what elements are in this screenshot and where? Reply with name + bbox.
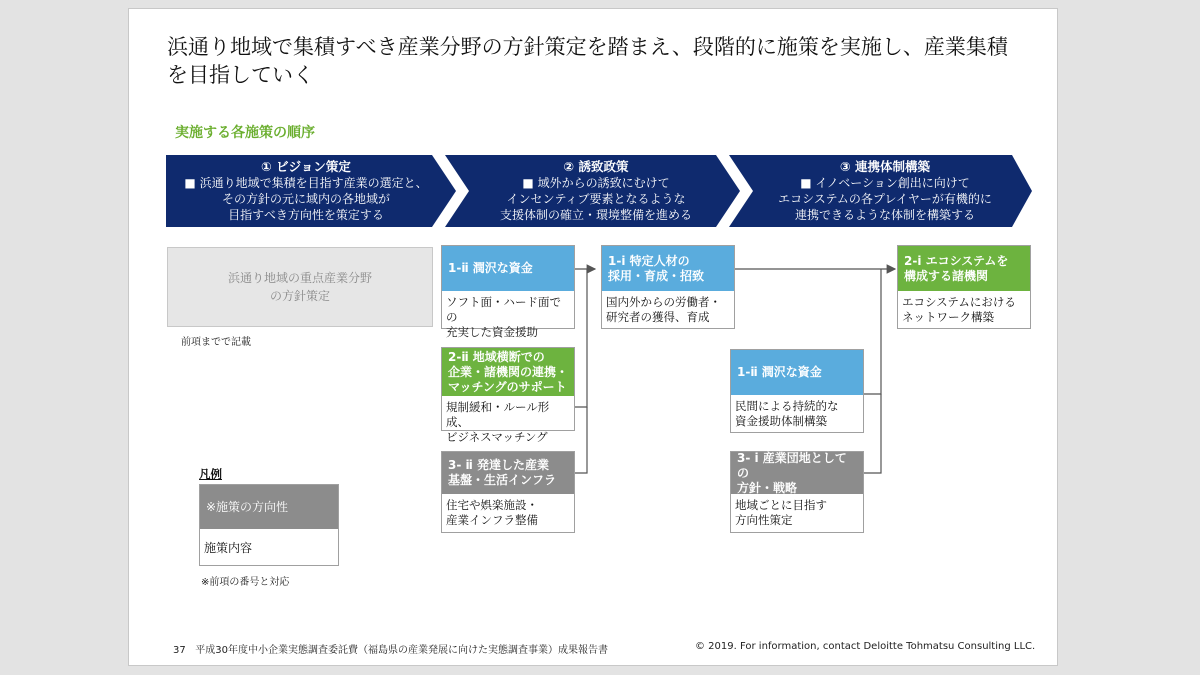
- phase-3-line-2: エコシステムの各プレイヤーが有機的に: [778, 192, 992, 206]
- slide: [128, 8, 1058, 666]
- section-heading: 実施する各施策の順序: [175, 125, 315, 141]
- measure-box-infrastructure: [441, 451, 575, 533]
- previous-item-line-2: の方針策定: [269, 289, 330, 303]
- measure-box-lavish-funding: [441, 245, 575, 339]
- phase-2-line-2: インセンティブ要素となるような: [506, 192, 686, 206]
- measure-body: [442, 291, 574, 344]
- copyright: © 2019. For information, contact Deloitte Tohmatsu Consulting LLC.: [695, 641, 1036, 652]
- report-name: 平成30年度中小企業実態調査委託費（福島県の産業発展に向けた実態調査事業）成果報告書: [195, 645, 609, 656]
- measure-header: 1-ⅱ 潤沢な資金: [731, 350, 863, 395]
- legend-body: 施策内容: [204, 541, 253, 555]
- measure-header-line: 2-ⅱ 地域横断での: [448, 349, 545, 364]
- legend-note: ※前項の番号と対応: [201, 577, 290, 588]
- measure-header-line: 企業・諸機関の連携・: [448, 364, 569, 379]
- phase-1-line-3: 目指すべき方向性を策定する: [228, 208, 384, 222]
- legend-header: ※施策の方向性: [200, 485, 338, 529]
- measure-body: [898, 291, 1030, 329]
- measure-header-line: 採用・育成・招致: [608, 268, 705, 283]
- measure-header: 1-ⅱ 潤沢な資金: [442, 246, 574, 291]
- connector-industrial-area: [864, 394, 881, 473]
- measure-header-line: マッチングのサポート: [448, 379, 567, 394]
- measure-box-collaboration: [441, 347, 575, 444]
- measure-header-line: 構成する諸機関: [904, 268, 989, 283]
- phase-3-line-3: 連携できるような体制を構築する: [794, 208, 975, 222]
- measure-header: [731, 452, 863, 494]
- connector-private-funding: [864, 269, 881, 394]
- phase-1-line-1: ■ 浜通り地域で集積を目指す産業の選定と、: [184, 176, 428, 190]
- legend-box: [199, 484, 339, 566]
- measure-header: [442, 452, 574, 494]
- page-title: 浜通り地域で集積すべき産業分野の方針策定を踏まえ、段階的に施策を実施し、産業集積を目指していく: [167, 35, 1008, 87]
- measure-body: [442, 396, 574, 449]
- connector-lines: [129, 9, 1058, 666]
- measure-body-line: 資金援助体制構築: [735, 414, 827, 428]
- measure-header: [898, 246, 1030, 291]
- footer-left: [173, 641, 608, 656]
- measure-body-line: 方向性策定: [735, 513, 793, 527]
- measure-body-line: 地域ごとに目指す: [735, 498, 827, 512]
- previous-item-box: [167, 247, 433, 327]
- previous-item-note: 前項までで記載: [181, 337, 251, 348]
- phase-3-line-1: ■ イノベーション創出に向けて: [800, 176, 970, 190]
- measure-body-line: 産業インフラ整備: [446, 513, 538, 527]
- measure-body-line: ソフト面・ハード面での: [446, 295, 561, 324]
- measure-body-line: 規制緩和・ルール形成、: [446, 400, 550, 429]
- connector-collaboration: [575, 269, 587, 407]
- measure-body-line: エコシステムにおける: [902, 295, 1016, 309]
- measure-body: [731, 395, 863, 433]
- measure-body: [602, 291, 734, 329]
- measure-header: [602, 246, 734, 291]
- measure-header-line: 3- ⅱ 発達した産業: [448, 458, 549, 472]
- measure-body-line: ネットワーク構築: [902, 310, 994, 324]
- measure-body-line: 住宅や娯楽施設・: [446, 498, 538, 512]
- measure-body: [442, 494, 574, 532]
- measure-header-line: 方針・戦略: [737, 480, 798, 495]
- phase-1-title: ① ビジョン策定: [261, 159, 351, 174]
- measure-header-line: 1-ⅰ 特定人材の: [608, 253, 690, 268]
- phase-2-title: ② 誘致政策: [563, 159, 629, 174]
- measure-box-talent: [601, 245, 735, 329]
- measure-box-private-funding: [730, 349, 864, 433]
- measure-header-line: 基盤・生活インフラ: [448, 473, 557, 487]
- legend-title: 凡例: [199, 467, 222, 481]
- measure-body-line: 民間による持続的な: [735, 399, 839, 413]
- measure-header-line: 2-ⅰ エコシステムを: [904, 253, 1009, 268]
- phase-3-title: ③ 連携体制構築: [840, 159, 930, 174]
- measure-header: [442, 348, 574, 396]
- phase-1-line-2: その方針の元に域内の各地域が: [221, 192, 390, 206]
- measure-box-industrial-area: [730, 451, 864, 533]
- previous-item-line-1: 浜通り地域の重点産業分野: [227, 271, 372, 285]
- page-number: 37: [173, 645, 186, 656]
- phase-2-line-3: 支援体制の確立・環境整備を進める: [499, 208, 692, 222]
- measure-body-line: 充実した資金援助: [446, 325, 538, 339]
- connector-infrastructure: [575, 407, 587, 473]
- measure-body-line: 国内外からの労働者・: [606, 295, 721, 309]
- measure-box-ecosystem: [897, 245, 1031, 329]
- measure-body: [731, 494, 863, 532]
- measure-body-line: 研究者の獲得、育成: [606, 310, 710, 324]
- measure-body-line: ビジネスマッチング: [446, 430, 548, 444]
- phase-2-line-1: ■ 域外からの誘致にむけて: [522, 176, 670, 190]
- measure-header-line: 3- ⅰ 産業団地としての: [737, 450, 847, 480]
